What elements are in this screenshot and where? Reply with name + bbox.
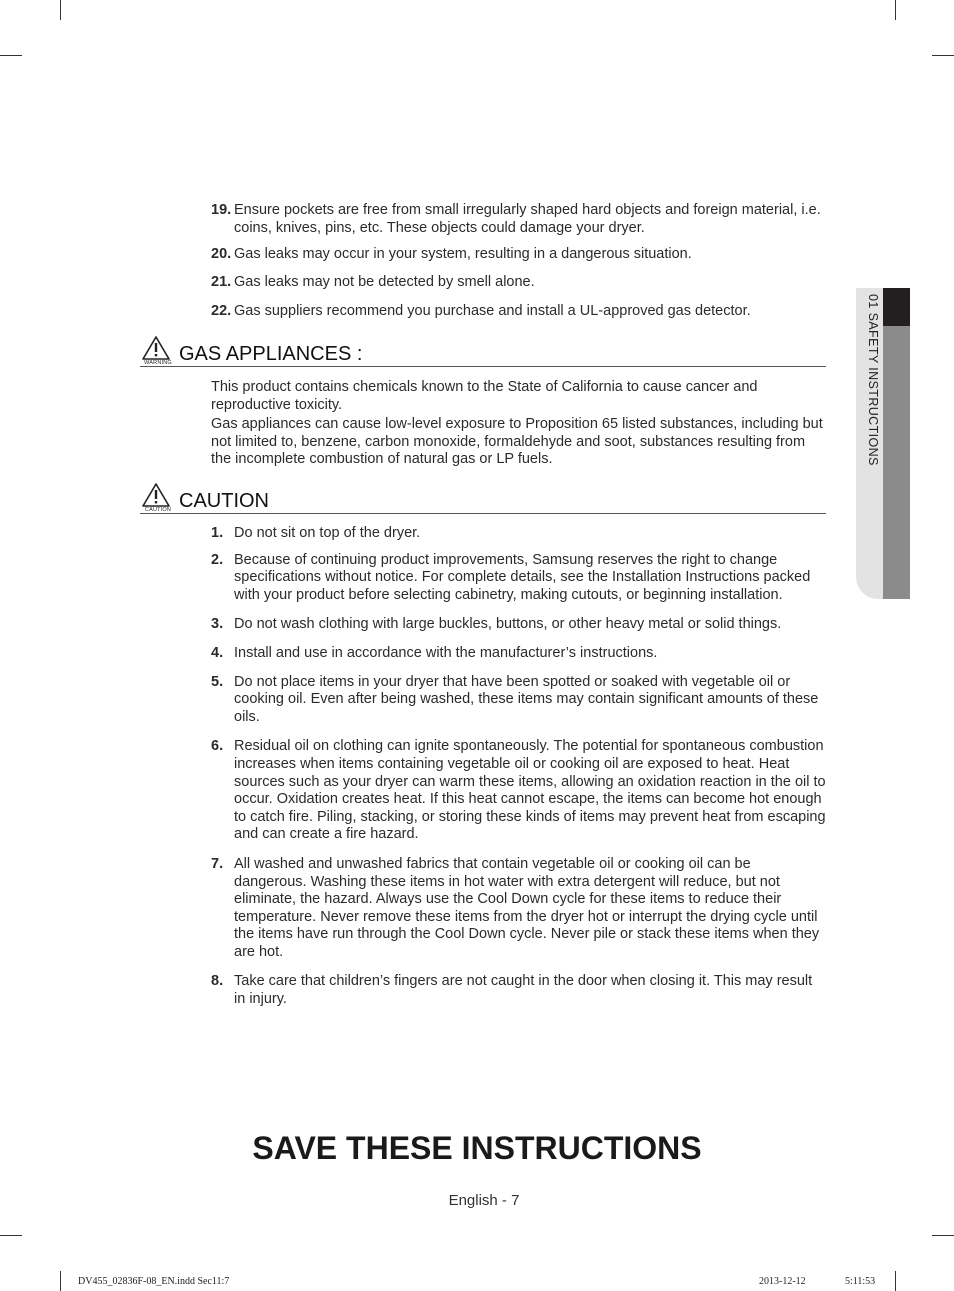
item-number: 22. — [211, 303, 232, 320]
item-number: 2. — [211, 551, 224, 568]
item-number: 3. — [211, 616, 224, 633]
item-text: Gas leaks may not be detected by smell alone. — [234, 273, 535, 290]
list-item — [211, 856, 826, 962]
list-item — [211, 552, 826, 605]
save-instructions-banner: SAVE THESE INSTRUCTIONS — [252, 1130, 702, 1166]
crop-mark — [895, 0, 896, 20]
print-slug-date: 2013-12-12 — [759, 1276, 806, 1287]
item-text: Gas suppliers recommend you purchase and install a UL-approved gas detector. — [234, 303, 751, 320]
list-item — [211, 202, 826, 237]
item-number: 4. — [211, 644, 224, 661]
caution-list — [211, 525, 826, 1009]
item-text: All washed and unwashed fabrics that contain vegetable oil or cooking oil can be dangerous. Washing these items in hot water with extra detergent will reduce, but not eliminate, the hazard. Always use the Cool Down cycle for these items to reduce their temperature. Never remove these items from the dryer hot or interrupt the drying cycle until the items have run through the Cool Down cycle. Never pile or stack these items when they are hot. — [234, 855, 820, 960]
item-text: Residual oil on clothing can ignite spontaneously. The potential for spontaneous combustion increases when items containing vegetable oil or cooking oil are exposed to heat. Heat sources such as your dryer can warm these items, allowing an oxidation reaction in the oil to occur. Oxidation creates heat. If this heat cannot escape, the items can become hot enough to catch fire. Piling, stacking, or storing these kinds of items may prevent heat from escaping and can create a fire hazard. — [234, 738, 826, 843]
item-number: 21. — [211, 273, 232, 290]
item-number: 6. — [211, 738, 224, 755]
prop65-paragraph: This product contains chemicals known to the State of California to cause cancer and reproductive toxicity. — [211, 379, 758, 413]
item-text: Do not sit on top of the dryer. — [234, 525, 421, 541]
caution-icon — [142, 483, 170, 515]
crop-mark — [932, 1235, 954, 1236]
caution-icon-label: CAUTION — [144, 507, 172, 513]
caution-heading — [140, 483, 826, 514]
crop-mark — [932, 55, 954, 56]
item-number: 8. — [211, 973, 224, 990]
section-title: GAS APPLIANCES : — [179, 343, 363, 365]
item-number: 7. — [211, 855, 224, 872]
crop-mark — [0, 1235, 22, 1236]
warning-icon-label: WARNING — [144, 360, 172, 366]
item-text: Install and use in accordance with the manufacturer’s instructions. — [234, 644, 658, 661]
warning-icon — [142, 336, 170, 368]
print-slug-file: DV455_02836F-08_EN.indd Sec11:7 — [78, 1276, 230, 1287]
list-item — [211, 246, 826, 264]
section-title: CAUTION — [179, 490, 269, 512]
item-text: Gas leaks may occur in your system, resulting in a dangerous situation. — [234, 246, 692, 263]
item-text: Ensure pockets are free from small irregularly shaped hard objects and foreign material, i.e. coins, knives, pins, etc. These objects could damage your dryer. — [234, 202, 821, 236]
list-item — [211, 274, 826, 292]
print-slug-time: 5:11:53 — [845, 1276, 876, 1287]
list-item — [211, 616, 826, 634]
crop-mark — [60, 1271, 61, 1291]
list-item — [211, 645, 826, 663]
crop-mark — [60, 0, 61, 20]
item-text: Take care that children’s fingers are not caught in the door when closing it. This may result in injury. — [234, 973, 813, 1008]
crop-mark — [895, 1271, 896, 1291]
gas-appliances-heading — [140, 336, 826, 367]
list-item — [211, 738, 826, 844]
list-item — [211, 303, 826, 321]
page-number: English - 7 — [448, 1192, 520, 1209]
item-number: 5. — [211, 673, 224, 690]
chapter-tab-marker — [883, 288, 910, 326]
item-text: Because of continuing product improvements, Samsung reserves the right to change specifications without notice. For complete details, see the Installation Instructions packed with your product before selecting cabinetry, making cutouts, or beginning installation. — [234, 551, 811, 603]
chapter-tab-label: 01 SAFETY INSTRUCTIONS — [866, 294, 880, 466]
item-text: Do not place items in your dryer that have been spotted or soaked with vegetable oil or cooking oil. Even after being washed, these items may contain significant amounts of these oils. — [234, 673, 819, 725]
item-number: 20. — [211, 246, 232, 263]
crop-mark — [0, 55, 22, 56]
gas-exposure-paragraph: Gas appliances can cause low-level exposure to Proposition 65 listed substances, including but not limited to, benzene, carbon monoxide, formaldehyde and soot, substances resulting from the incomplete combustion of natural gas or LP fuels. — [211, 416, 823, 468]
list-item — [211, 973, 826, 1008]
item-number: 1. — [211, 525, 224, 541]
chapter-tab-bar — [883, 326, 910, 599]
item-text: Do not wash clothing with large buckles, buttons, or other heavy metal or solid things. — [234, 616, 782, 633]
item-number: 19. — [211, 202, 232, 218]
list-item — [211, 674, 826, 727]
list-item — [211, 525, 826, 543]
safety-list-continued — [211, 202, 826, 321]
